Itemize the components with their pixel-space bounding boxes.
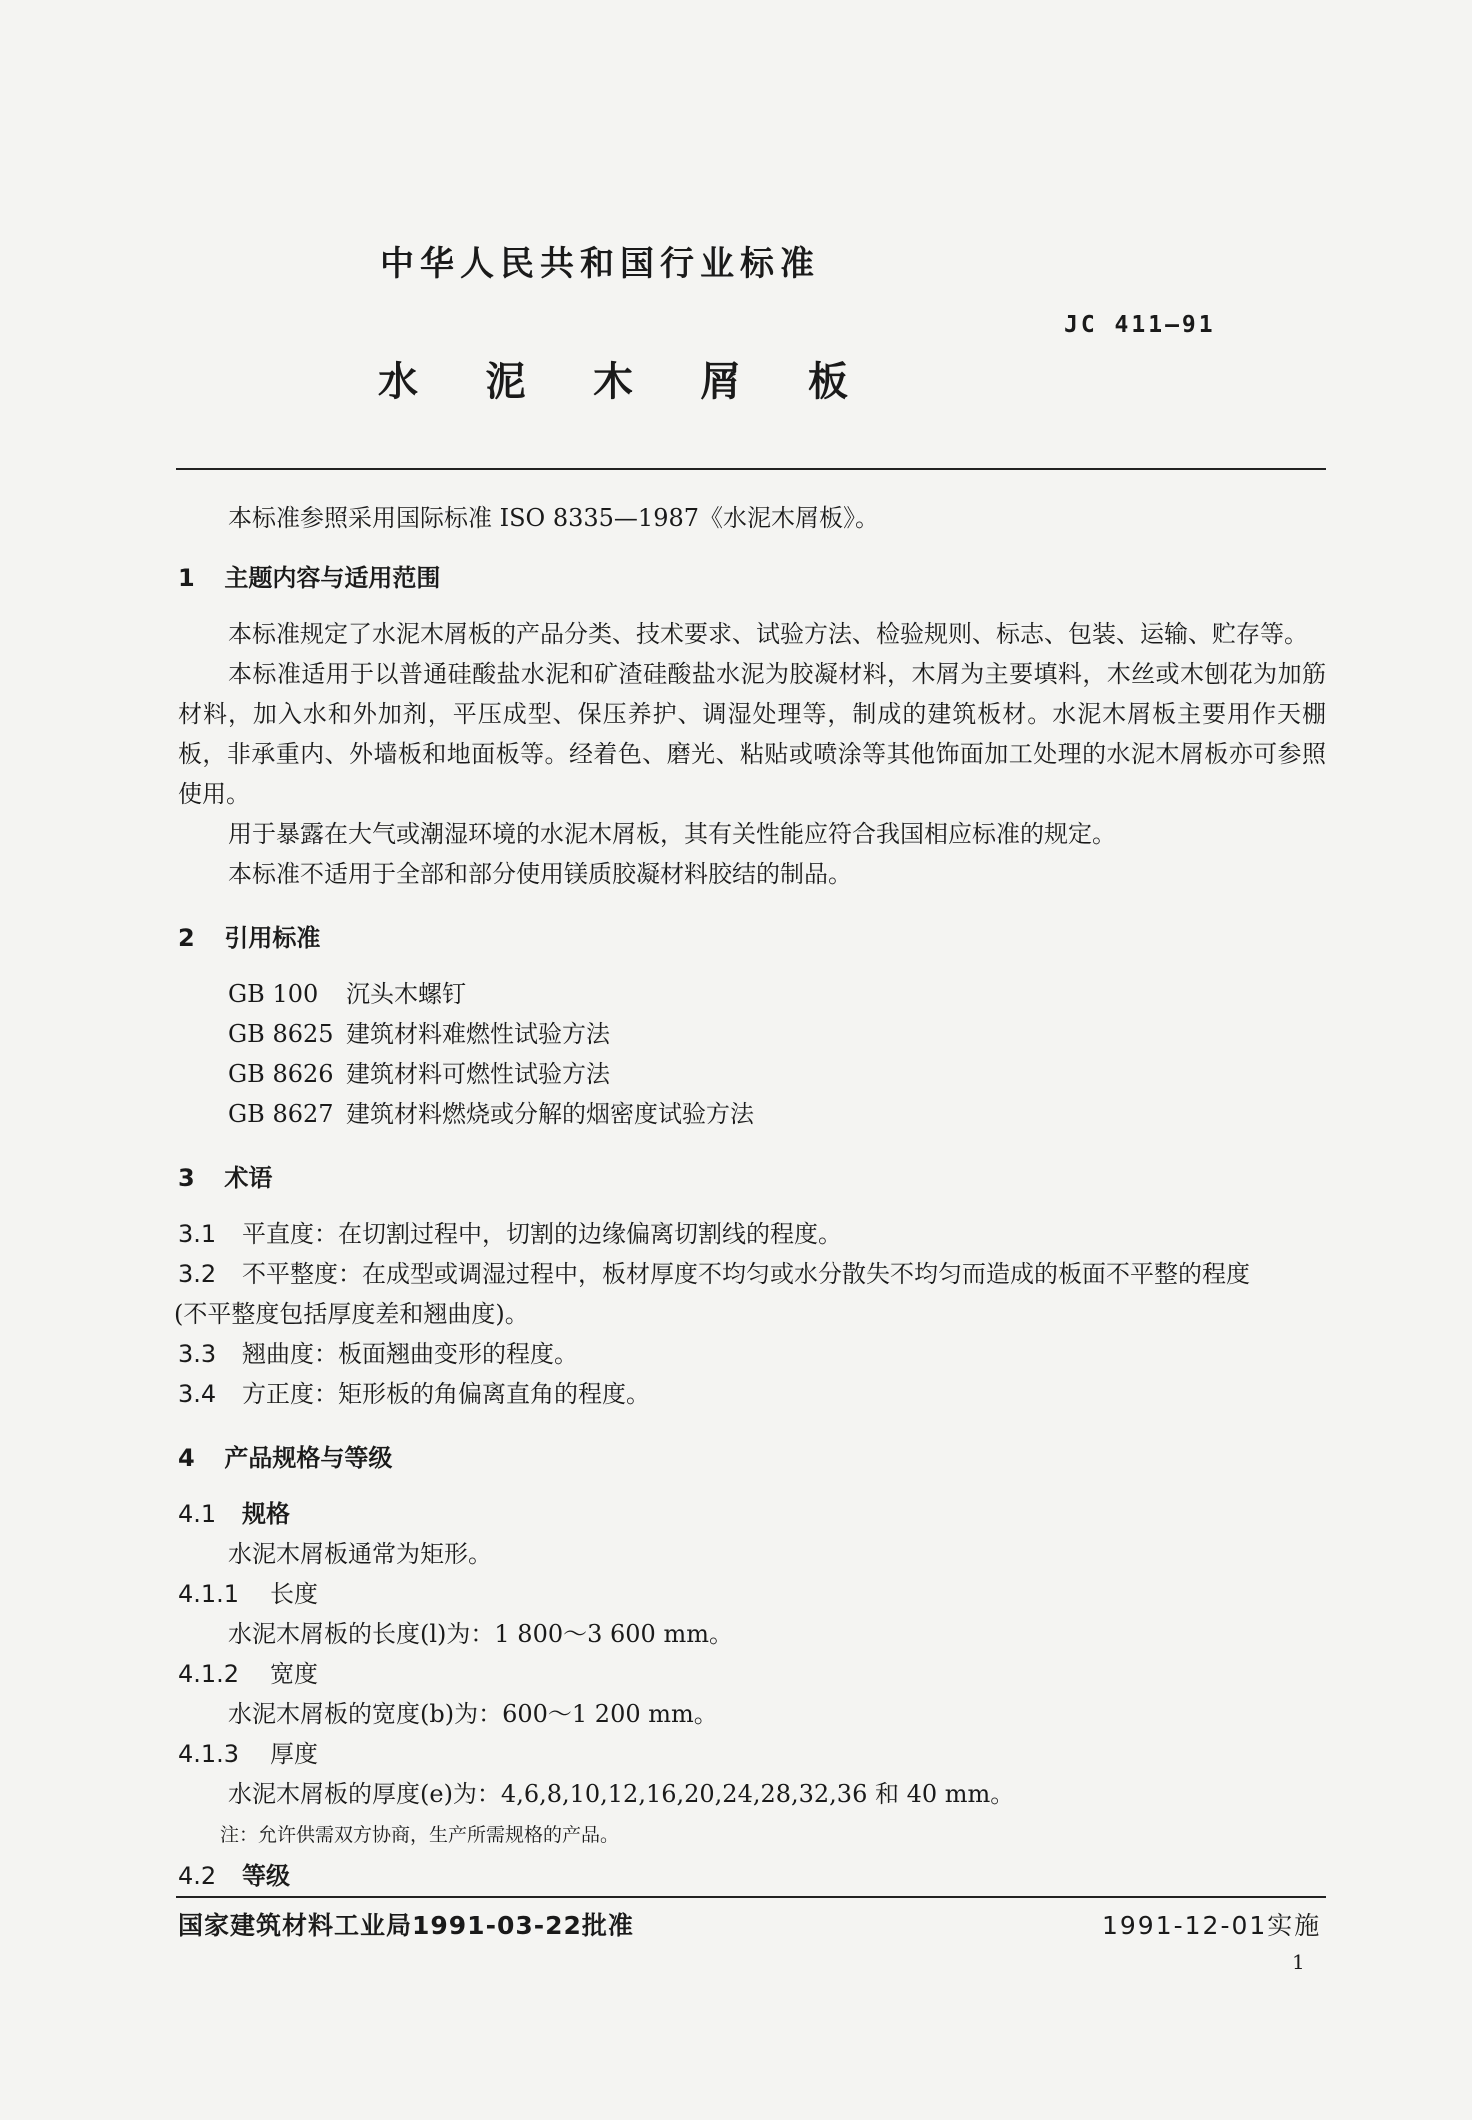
document-title	[378, 350, 848, 407]
effective-date: 1991-12-01实施	[1102, 1911, 1322, 1940]
clause-title: 规格	[242, 1500, 290, 1528]
section-4-heading	[178, 1438, 392, 1473]
reference-item	[228, 1054, 610, 1094]
term-text: 不平整度：在成型或调湿过程中，板材厚度不均匀或水分散失不均匀而造成的板面不平整的程度	[242, 1260, 1250, 1288]
term-3-2-continued: (不平整度包括厚度差和翘曲度)。	[174, 1300, 529, 1328]
section-2-heading	[178, 918, 320, 953]
clause-number: 3.3	[178, 1340, 217, 1368]
term-3-1	[178, 1214, 842, 1254]
reference-item	[228, 1094, 754, 1134]
term-3-4	[178, 1374, 650, 1414]
footer-rule	[176, 1896, 1326, 1898]
reference-name: 建筑材料可燃性试验方法	[346, 1060, 610, 1088]
title-char: 水	[378, 359, 418, 405]
page-number: 1	[1292, 1950, 1305, 1974]
title-char: 泥	[485, 359, 526, 405]
approval-statement: 国家建筑材料工业局1991-03-22批准	[178, 1911, 634, 1940]
term-text: 方正度：矩形板的角偏离直角的程度。	[242, 1380, 650, 1408]
clause-number: 4.1.2	[178, 1660, 240, 1688]
title-char: 屑	[700, 359, 741, 405]
section-title: 产品规格与等级	[224, 1444, 393, 1472]
section-number: 4	[178, 1444, 195, 1472]
title-char: 木	[593, 359, 633, 405]
reference-name: 建筑材料难燃性试验方法	[346, 1020, 610, 1048]
clause-4-1-1-text: 水泥木屑板的长度(l)为：1 800～3 600 mm。	[228, 1620, 733, 1648]
clause-4-2-heading	[178, 1856, 290, 1891]
clause-4-1-text: 水泥木屑板通常为矩形。	[228, 1540, 492, 1568]
section-number: 2	[178, 924, 195, 952]
reference-code: GB 100	[228, 980, 319, 1008]
section-3-heading	[178, 1158, 272, 1193]
clause-title: 宽度	[270, 1660, 318, 1688]
clause-title: 长度	[270, 1580, 318, 1608]
clause-4-1-2-text: 水泥木屑板的宽度(b)为：600～1 200 mm。	[228, 1700, 718, 1728]
section-title: 术语	[224, 1164, 273, 1192]
section-1-para-1: 本标准规定了水泥木屑板的产品分类、技术要求、试验方法、检验规则、标志、包装、运输、贮存等。	[228, 620, 1308, 648]
reference-name: 建筑材料燃烧或分解的烟密度试验方法	[346, 1100, 754, 1128]
clause-4-1-3-text: 水泥木屑板的厚度(e)为：4,6,8,10,12,16,20,24,28,32,36 和 40 mm。	[228, 1780, 1015, 1808]
reference-code: GB 8627	[228, 1100, 334, 1128]
clause-number: 3.1	[178, 1220, 217, 1248]
term-text: 平直度：在切割过程中，切割的边缘偏离切割线的程度。	[242, 1220, 842, 1248]
section-1-heading	[178, 558, 440, 593]
reference-item	[228, 974, 466, 1014]
reference-name: 沉头木螺钉	[346, 980, 466, 1008]
clause-4-1-2-heading	[178, 1654, 318, 1694]
clause-4-1-1-heading	[178, 1574, 318, 1614]
clause-4-1-3-heading	[178, 1734, 318, 1774]
clause-number: 4.1.3	[178, 1740, 240, 1768]
term-text: 翘曲度：板面翘曲变形的程度。	[242, 1340, 578, 1368]
term-3-3	[178, 1334, 578, 1374]
section-number: 3	[178, 1164, 195, 1192]
term-3-2	[178, 1254, 1250, 1294]
clause-number: 3.2	[178, 1260, 217, 1288]
section-title: 主题内容与适用范围	[224, 564, 441, 592]
clause-number: 4.2	[178, 1862, 217, 1890]
clause-title: 等级	[242, 1862, 290, 1890]
header-rule	[176, 468, 1326, 470]
section-1-para-4: 本标准不适用于全部和部分使用镁质胶凝材料胶结的制品。	[228, 860, 852, 888]
clause-number: 4.1	[178, 1500, 217, 1528]
section-1-para-3: 用于暴露在大气或潮湿环境的水泥木屑板，其有关性能应符合我国相应标准的规定。	[228, 820, 1116, 848]
clause-4-1-heading	[178, 1494, 290, 1529]
reference-code: GB 8625	[228, 1020, 334, 1048]
standard-category: 中华人民共和国行业标准	[380, 244, 820, 284]
section-title: 引用标准	[224, 924, 321, 952]
section-number: 1	[178, 564, 195, 592]
intro-paragraph: 本标准参照采用国际标准 ISO 8335—1987《水泥木屑板》。	[228, 504, 880, 532]
clause-title: 厚度	[270, 1740, 318, 1768]
reference-item	[228, 1014, 610, 1054]
clause-number: 3.4	[178, 1380, 217, 1408]
reference-code: GB 8626	[228, 1060, 334, 1088]
clause-number: 4.1.1	[178, 1580, 240, 1608]
section-1-para-2: 本标准适用于以普通硅酸盐水泥和矿渣硅酸盐水泥为胶凝材料，木屑为主要填料，木丝或木刨花为加筋材料，加入水和外加剂，平压成型、保压养护、调湿处理等，制成的建筑板材。水泥木屑板主要用作天棚板，非承重内、外墙板和地面板等。经着色、磨光、粘贴或喷涂等其他饰面加工处理的水泥木屑板亦可参照使用。	[178, 660, 1326, 808]
note-text: 注：允许供需双方协商，生产所需规格的产品。	[220, 1824, 620, 1846]
title-char: 板	[808, 359, 848, 405]
standard-code: JC 411—91	[1064, 312, 1216, 338]
